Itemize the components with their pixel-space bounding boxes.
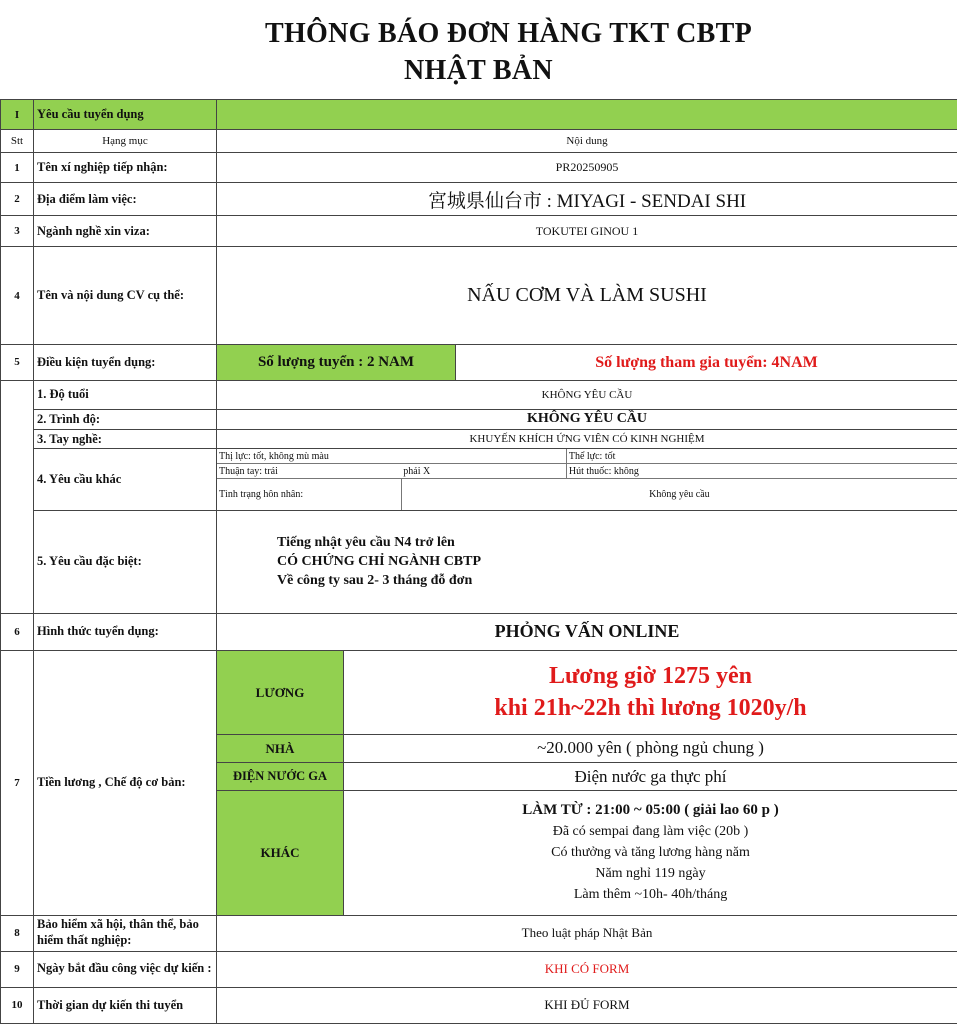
row-insurance	[1, 915, 957, 951]
participants-cell: Số lượng tham gia tuyển: 4NAM	[456, 344, 957, 380]
other-req-grid	[217, 449, 957, 510]
special-line: Về công ty sau 2- 3 tháng đỗ đơn	[277, 573, 473, 589]
req-label: 2. Trình độ:	[34, 409, 217, 429]
utility-label: ĐIỆN NƯỚC GA	[217, 763, 344, 791]
req-label: 5. Yêu cầu đặc biệt:	[34, 511, 217, 613]
fitness: Thể lực: tốt	[566, 449, 957, 464]
req-label: 1. Độ tuổi	[34, 380, 217, 409]
row-company	[1, 153, 957, 183]
row-label: Điều kiện tuyển dụng:	[34, 344, 217, 380]
insurance-value: Theo luật pháp Nhật Bản	[217, 915, 957, 951]
salary-value	[344, 650, 957, 734]
salary-label: LƯƠNG	[217, 650, 344, 734]
marital-value: Không yêu cầu	[401, 479, 957, 510]
recruit-form-value: PHỎNG VẤN ONLINE	[217, 613, 957, 650]
other-label: KHÁC	[217, 791, 344, 915]
other-value	[344, 791, 957, 915]
education-value: KHÔNG YÊU CẦU	[217, 409, 957, 429]
header-row	[1, 130, 957, 153]
salary-line-1: Lương giờ 1275 yên	[549, 663, 753, 690]
other-line: Đã có sempai đang làm việc (20b )	[552, 824, 749, 840]
req-label: 4. Yêu cầu khác	[34, 448, 217, 510]
row-other-req	[1, 448, 957, 510]
house-label: NHÀ	[217, 734, 344, 762]
row-age	[1, 380, 957, 409]
row-conditions	[1, 344, 957, 380]
visa-value: TOKUTEI GINOU 1	[217, 216, 957, 247]
row-label: Địa điểm làm việc:	[34, 183, 217, 216]
row-num: 7	[1, 650, 34, 915]
job-value: NẤU CƠM VÀ LÀM SUSHI	[217, 247, 957, 344]
other-line: LÀM TỪ : 21:00 ~ 05:00 ( giải lao 60 p )	[522, 802, 779, 819]
row-skill	[1, 429, 957, 448]
row-education	[1, 409, 957, 429]
other-line: Làm thêm ~10h- 40h/tháng	[573, 887, 728, 903]
age-value: KHÔNG YÊU CẦU	[217, 380, 957, 409]
row-recruit-form	[1, 613, 957, 650]
row-num: 6	[1, 613, 34, 650]
row-job	[1, 247, 957, 344]
row-num: 8	[1, 915, 34, 951]
special-line: CÓ CHỨNG CHỈ NGÀNH CBTP	[277, 554, 482, 570]
row-label: Hình thức tuyển dụng:	[34, 613, 217, 650]
header-content: Nội dung	[217, 130, 957, 153]
header-item: Hạng mục	[34, 130, 217, 153]
eyesight: Thị lực: tốt, không mù màu	[217, 449, 566, 464]
row-visa	[1, 216, 957, 247]
row-num: 4	[1, 247, 34, 344]
hand-left: Thuận tay: trái	[217, 464, 401, 479]
document-subtitle: NHẬT BẢN	[404, 55, 553, 86]
special-line: Tiếng nhật yêu cầu N4 trở lên	[277, 535, 455, 551]
row-label: Thời gian dự kiến thi tuyển	[34, 987, 217, 1023]
location-value: 宮城県仙台市 : MIYAGI - SENDAI SHI	[217, 183, 957, 216]
section-row	[1, 100, 957, 130]
row-salary	[1, 650, 957, 734]
row-num: 5	[1, 344, 34, 380]
order-table	[0, 99, 957, 1024]
exam-time-value: KHI ĐỦ FORM	[217, 987, 957, 1023]
other-req-cell	[217, 448, 957, 510]
req-num-blank	[1, 380, 34, 613]
row-start-date	[1, 951, 957, 987]
req-label: 3. Tay nghề:	[34, 429, 217, 448]
section-label: Yêu cầu tuyển dụng	[34, 100, 217, 130]
row-special	[1, 511, 957, 613]
document-title: THÔNG BÁO ĐƠN HÀNG TKT CBTP	[264, 18, 753, 49]
row-label: Tiền lương , Chế độ cơ bản:	[34, 650, 217, 915]
smoking: Hút thuốc: không	[566, 464, 957, 479]
row-label: Ngành nghề xin viza:	[34, 216, 217, 247]
utility-value: Điện nước ga thực phí	[344, 763, 957, 791]
row-num: 1	[1, 153, 34, 183]
marital-label: Tình trạng hôn nhân:	[217, 479, 401, 510]
other-line: Có thưởng và tăng lương hàng năm	[551, 845, 750, 861]
row-num: 3	[1, 216, 34, 247]
skill-value: KHUYẾN KHÍCH ỨNG VIÊN CÓ KINH NGHIỆM	[217, 429, 957, 448]
row-label: Ngày bắt đầu công việc dự kiến :	[34, 951, 217, 987]
hand-right: phải X	[401, 464, 566, 479]
special-cell	[217, 511, 957, 613]
row-label: Tên và nội dung CV cụ thể:	[34, 247, 217, 344]
header-stt: Stt	[1, 130, 34, 153]
row-exam-time	[1, 987, 957, 1023]
start-date-value: KHI CÓ FORM	[217, 951, 957, 987]
row-num: 10	[1, 987, 34, 1023]
section-num: I	[1, 100, 34, 130]
house-value: ~20.000 yên ( phòng ngủ chung )	[344, 734, 957, 762]
other-line: Năm nghỉ 119 ngày	[595, 866, 706, 882]
row-location	[1, 183, 957, 216]
quota-cell: Số lượng tuyển : 2 NAM	[217, 344, 456, 380]
row-num: 2	[1, 183, 34, 216]
row-label: Bảo hiểm xã hội, thân thể, bảo hiểm thất nghiệp:	[34, 915, 217, 951]
company-value: PR20250905	[217, 153, 957, 183]
row-label: Tên xí nghiệp tiếp nhận:	[34, 153, 217, 183]
section-fill	[217, 100, 957, 130]
salary-line-2: khi 21h~22h thì lương 1020y/h	[494, 695, 807, 722]
row-num: 9	[1, 951, 34, 987]
